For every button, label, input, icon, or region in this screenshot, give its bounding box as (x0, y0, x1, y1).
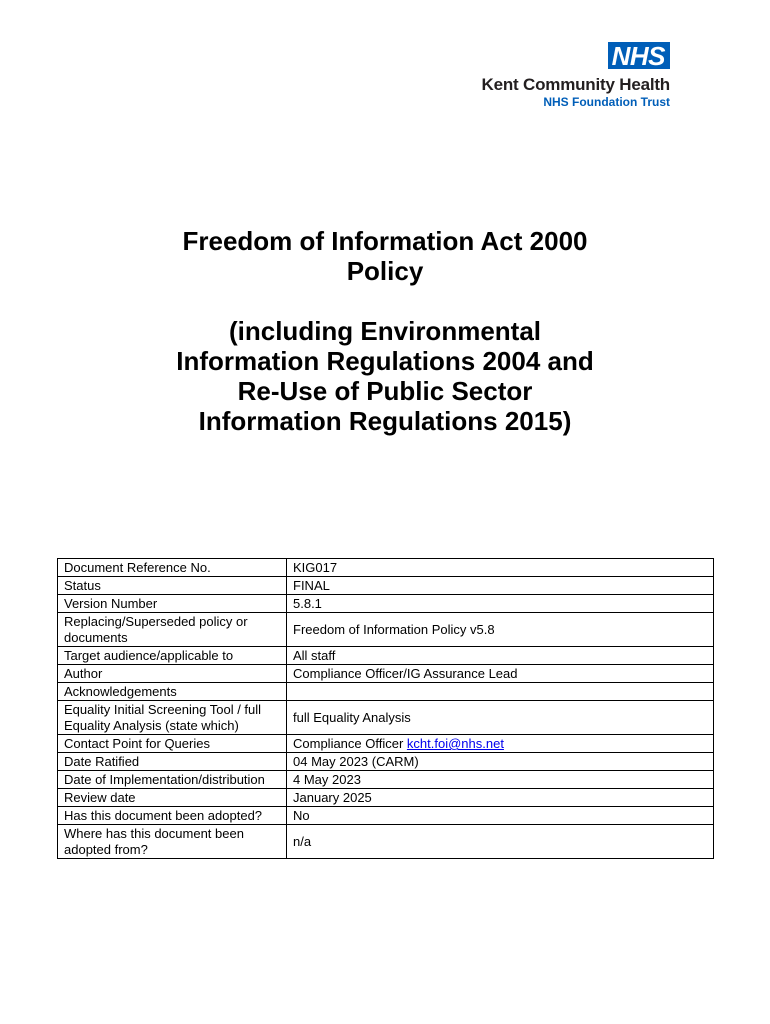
row-value: Freedom of Information Policy v5.8 (287, 613, 714, 647)
table-row (58, 771, 714, 789)
row-value: 4 May 2023 (287, 771, 714, 789)
table-row (58, 753, 714, 771)
contact-email-link[interactable]: kcht.foi@nhs.net (406, 736, 504, 751)
row-label: Document Reference No. (58, 559, 287, 577)
table-row (58, 613, 714, 647)
row-value: Compliance Officer/IG Assurance Lead (287, 665, 714, 683)
row-label: Author (58, 665, 287, 683)
title-line-1: Freedom of Information Act 2000 (182, 226, 588, 256)
table-row (58, 735, 714, 753)
document-title (0, 226, 770, 286)
table-row (58, 807, 714, 825)
organisation-name: Kent Community Health (481, 75, 670, 94)
row-label: Equality Initial Screening Tool / full Equality Analysis (state which) (58, 701, 287, 735)
table-row (58, 789, 714, 807)
table-row (58, 647, 714, 665)
row-label: Review date (58, 789, 287, 807)
row-value: full Equality Analysis (287, 701, 714, 735)
row-value: KIG017 (287, 559, 714, 577)
contact-text: Compliance Officer (293, 736, 407, 751)
organisation-subtitle: NHS Foundation Trust (543, 95, 670, 109)
row-value: No (287, 807, 714, 825)
table-row (58, 665, 714, 683)
nhs-badge: NHS (608, 42, 670, 69)
row-label: Has this document been adopted? (58, 807, 287, 825)
table-row (58, 577, 714, 595)
subtitle-line-2: Information Regulations 2004 and (176, 346, 594, 376)
row-value (287, 683, 714, 701)
row-label: Where has this document been adopted from? (58, 825, 287, 859)
table-row (58, 701, 714, 735)
row-label: Version Number (58, 595, 287, 613)
row-value: FINAL (287, 577, 714, 595)
row-value: 5.8.1 (287, 595, 714, 613)
nhs-logo (482, 42, 670, 109)
row-value: n/a (287, 825, 714, 859)
subtitle-line-1: (including Environmental (228, 316, 541, 346)
row-value: All staff (287, 647, 714, 665)
row-label: Status (58, 577, 287, 595)
table-row (58, 595, 714, 613)
row-label: Date Ratified (58, 753, 287, 771)
subtitle-line-3: Re-Use of Public Sector (237, 376, 533, 406)
row-label: Replacing/Superseded policy or documents (58, 613, 287, 647)
row-value: January 2025 (287, 789, 714, 807)
row-label: Date of Implementation/distribution (58, 771, 287, 789)
document-control-table (57, 558, 714, 859)
table-row (58, 559, 714, 577)
subtitle-line-4: Information Regulations 2015) (198, 406, 572, 436)
table-row (58, 683, 714, 701)
row-label: Acknowledgements (58, 683, 287, 701)
row-label: Target audience/applicable to (58, 647, 287, 665)
row-value (287, 735, 714, 753)
title-line-2: Policy (346, 256, 424, 286)
document-subtitle (0, 316, 770, 436)
row-label: Contact Point for Queries (58, 735, 287, 753)
table-row (58, 825, 714, 859)
row-value: 04 May 2023 (CARM) (287, 753, 714, 771)
